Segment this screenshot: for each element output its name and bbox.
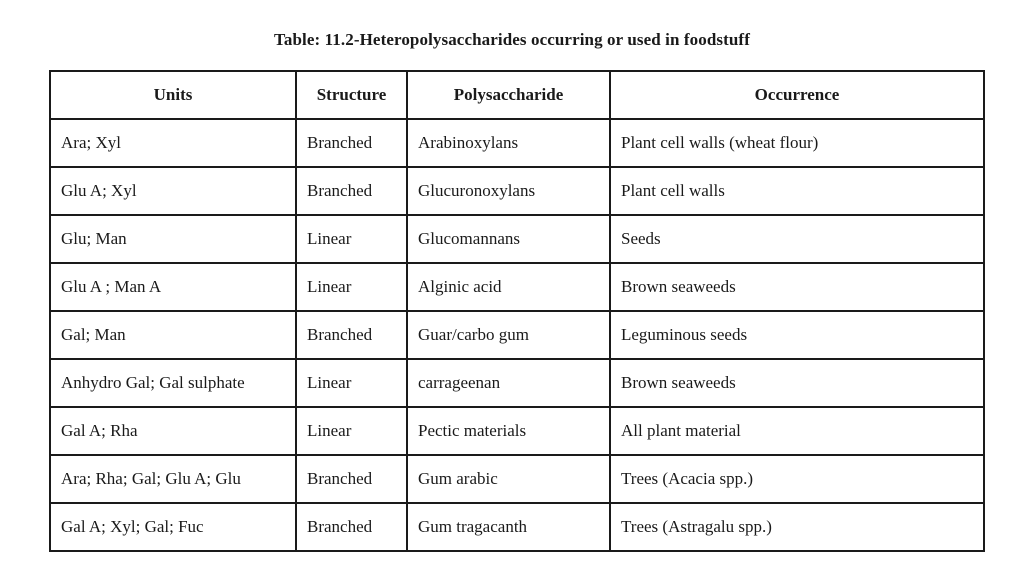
cell-polysaccharide: Guar/carbo gum [407, 311, 610, 359]
cell-occurrence: Leguminous seeds [610, 311, 984, 359]
cell-occurrence: Plant cell walls (wheat flour) [610, 119, 984, 167]
table-row [50, 455, 984, 503]
table-row [50, 215, 984, 263]
cell-units: Gal A; Xyl; Gal; Fuc [50, 503, 296, 551]
cell-occurrence: All plant material [610, 407, 984, 455]
cell-units: Glu A; Xyl [50, 167, 296, 215]
table-row [50, 311, 984, 359]
cell-units: Gal A; Rha [50, 407, 296, 455]
column-header-occurrence: Occurrence [610, 71, 984, 119]
table-row [50, 359, 984, 407]
column-header-units: Units [50, 71, 296, 119]
heteropolysaccharides-table [49, 70, 985, 552]
cell-structure: Branched [296, 167, 407, 215]
cell-structure: Branched [296, 119, 407, 167]
table-row [50, 263, 984, 311]
cell-structure: Linear [296, 407, 407, 455]
cell-units: Anhydro Gal; Gal sulphate [50, 359, 296, 407]
table-row [50, 119, 984, 167]
cell-polysaccharide: Gum tragacanth [407, 503, 610, 551]
table-caption: Table: 11.2-Heteropolysaccharides occurring or used in foodstuff [274, 30, 750, 49]
cell-units: Ara; Rha; Gal; Glu A; Glu [50, 455, 296, 503]
table-row [50, 407, 984, 455]
column-header-polysaccharide: Polysaccharide [407, 71, 610, 119]
cell-occurrence: Seeds [610, 215, 984, 263]
cell-structure: Branched [296, 455, 407, 503]
cell-units: Glu A ; Man A [50, 263, 296, 311]
cell-polysaccharide: Alginic acid [407, 263, 610, 311]
cell-occurrence: Trees (Acacia spp.) [610, 455, 984, 503]
cell-occurrence: Plant cell walls [610, 167, 984, 215]
cell-units: Glu; Man [50, 215, 296, 263]
cell-structure: Linear [296, 359, 407, 407]
cell-occurrence: Brown seaweeds [610, 359, 984, 407]
cell-units: Gal; Man [50, 311, 296, 359]
table-header-row [50, 71, 984, 119]
cell-polysaccharide: Arabinoxylans [407, 119, 610, 167]
cell-occurrence: Trees (Astragalu spp.) [610, 503, 984, 551]
cell-polysaccharide: Glucomannans [407, 215, 610, 263]
cell-structure: Branched [296, 311, 407, 359]
cell-polysaccharide: Pectic materials [407, 407, 610, 455]
cell-occurrence: Brown seaweeds [610, 263, 984, 311]
table-row [50, 167, 984, 215]
column-header-structure: Structure [296, 71, 407, 119]
table-row [50, 503, 984, 551]
cell-polysaccharide: carrageenan [407, 359, 610, 407]
cell-polysaccharide: Gum arabic [407, 455, 610, 503]
cell-structure: Linear [296, 215, 407, 263]
cell-structure: Branched [296, 503, 407, 551]
cell-units: Ara; Xyl [50, 119, 296, 167]
cell-polysaccharide: Glucuronoxylans [407, 167, 610, 215]
cell-structure: Linear [296, 263, 407, 311]
